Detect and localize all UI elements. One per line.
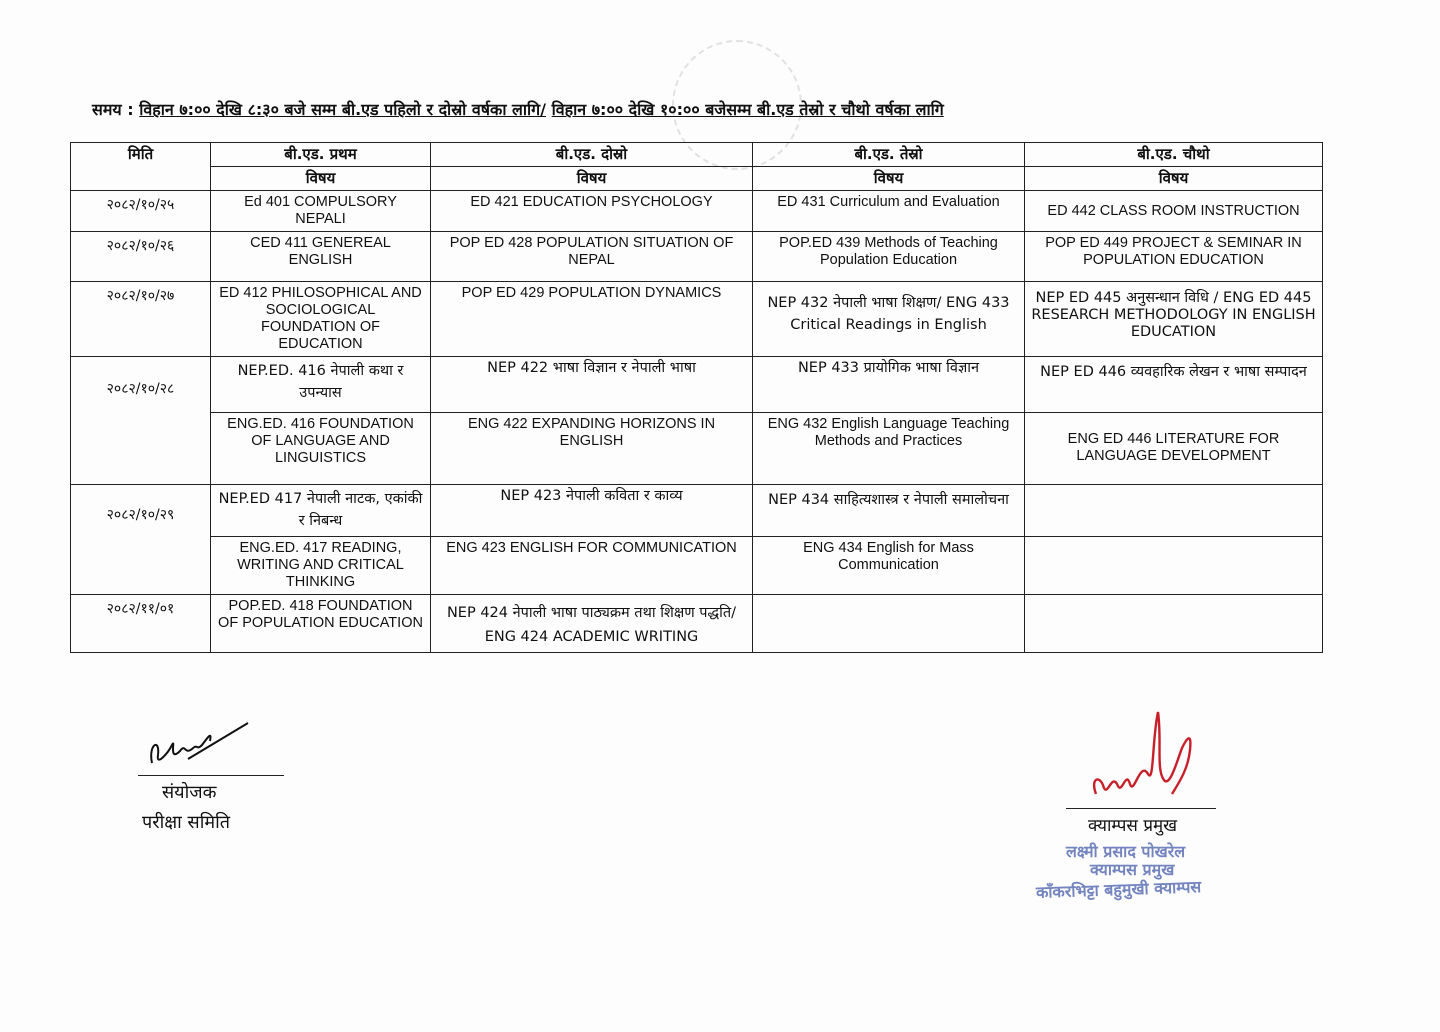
subject-cell: Ed 401 COMPULSORY NEPALI	[211, 191, 431, 232]
subject-header-row	[71, 167, 1323, 191]
stamp-title-text: क्याम्पस प्रमुख	[1090, 860, 1175, 879]
subject-cell: ENG ED 446 LITERATURE FOR LANGUAGE DEVELOPMENT	[1025, 413, 1323, 485]
exam-date: २०८२/१०/२९	[71, 485, 211, 595]
subject-cell: POP ED 449 PROJECT & SEMINAR IN POPULATION EDUCATION	[1025, 232, 1323, 282]
subject-cell: NEP 423 नेपाली कविता र काव्य	[431, 485, 753, 537]
date-column-header: मिति	[71, 143, 211, 191]
exam-date: २०८२/१०/२७	[71, 282, 211, 357]
subject-cell: NEP 424 नेपाली भाषा पाठ्यक्रम तथा शिक्षण पद्धति/ ENG 424 ACADEMIC WRITING	[431, 595, 753, 653]
subject-cell	[1025, 595, 1323, 653]
subject-cell: NEP ED 445 अनुसन्धान विधि / ENG ED 445 RESEARCH METHODOLOGY IN ENGLISH EDUCATION	[1025, 282, 1323, 357]
subject-cell: NEP 434 साहित्यशास्त्र र नेपाली समालोचना	[753, 485, 1025, 537]
campus-chief-signature-block	[1060, 700, 1260, 836]
subject-cell: ENG.ED. 417 READING, WRITING AND CRITICAL THINKING	[211, 537, 431, 595]
subject-cell: ENG.ED. 416 FOUNDATION OF LANGUAGE AND LINGUISTICS	[211, 413, 431, 485]
table-row	[71, 595, 1323, 653]
campus-chief-title: क्याम्पस प्रमुख	[1088, 816, 1178, 836]
subject-cell: ENG 423 ENGLISH FOR COMMUNICATION	[431, 537, 753, 595]
subject-cell: NEP.ED. 416 नेपाली कथा र उपन्यास	[211, 357, 431, 413]
subject-cell: NEP ED 446 व्यवहारिक लेखन र भाषा सम्पादन	[1025, 357, 1323, 413]
signature-line	[1066, 808, 1216, 809]
subject-cell: NEP.ED 417 नेपाली नाटक, एकांकी र निबन्ध	[211, 485, 431, 537]
exam-schedule-table	[70, 142, 1323, 653]
exam-date: २०८२/११/०१	[71, 595, 211, 653]
year-header-third: बी.एड. तेस्रो	[753, 143, 1025, 167]
table-row	[71, 191, 1323, 232]
subject-cell: ED 412 PHILOSOPHICAL AND SOCIOLOGICAL FOUNDATION OF EDUCATION	[211, 282, 431, 357]
campus-chief-signature-icon	[1060, 700, 1210, 804]
subject-cell: NEP 422 भाषा विज्ञान र नेपाली भाषा	[431, 357, 753, 413]
timing-third-fourth-year: विहान ७:०० देखि १०:०० बजेसम्म बी.एड तेस्रो र चौथो वर्षका लागि	[551, 100, 944, 119]
committee-name: परीक्षा समिति	[142, 812, 231, 833]
timing-first-second-year: विहान ७:०० देखि ८:३० बजे सम्म बी.एड पहिलो र दोस्रो वर्षका लागि/	[139, 100, 547, 119]
subject-cell: POP ED 428 POPULATION SITUATION OF NEPAL	[431, 232, 753, 282]
coordinator-signature-icon	[138, 715, 258, 773]
subject-cell: ED 431 Curriculum and Evaluation	[753, 191, 1025, 232]
table-row	[71, 413, 1323, 485]
coordinator-signature-block	[138, 715, 288, 834]
table-row	[71, 357, 1323, 413]
subject-cell: CED 411 GENEREAL ENGLISH	[211, 232, 431, 282]
subject-cell: ED 421 EDUCATION PSYCHOLOGY	[431, 191, 753, 232]
subject-cell: POP.ED. 418 FOUNDATION OF POPULATION EDUCATION	[211, 595, 431, 653]
exam-date: २०८२/१०/२८	[71, 357, 211, 485]
year-header-first: बी.एड. प्रथम	[211, 143, 431, 167]
signature-line	[138, 775, 284, 776]
subject-cell: ENG 432 English Language Teaching Methods and Practices	[753, 413, 1025, 485]
subject-header: विषय	[211, 167, 431, 191]
subject-cell: ENG 434 English for Mass Communication	[753, 537, 1025, 595]
subject-cell	[1025, 485, 1323, 537]
subject-cell	[753, 595, 1025, 653]
subject-cell: ED 442 CLASS ROOM INSTRUCTION	[1025, 191, 1323, 232]
subject-header: विषय	[1025, 167, 1323, 191]
table-row	[71, 537, 1323, 595]
subject-cell: POP ED 429 POPULATION DYNAMICS	[431, 282, 753, 357]
subject-header: विषय	[753, 167, 1025, 191]
exam-timing-line	[92, 98, 1192, 120]
stamp-campus-text: काँकरभिट्टा बहुमुखी क्याम्पस	[1035, 877, 1202, 902]
stamp-name-text: लक्ष्मी प्रसाद पोखरेल	[1066, 842, 1186, 861]
year-header-second: बी.एड. दोस्रो	[431, 143, 753, 167]
subject-header: विषय	[431, 167, 753, 191]
exam-date: २०८२/१०/२५	[71, 191, 211, 232]
coordinator-title: संयोजक	[162, 782, 217, 803]
subject-cell	[1025, 537, 1323, 595]
year-header-fourth: बी.एड. चौथो	[1025, 143, 1323, 167]
subject-cell: NEP 433 प्रायोगिक भाषा विज्ञान	[753, 357, 1025, 413]
table-row	[71, 282, 1323, 357]
year-header-row	[71, 143, 1323, 167]
exam-date: २०८२/१०/२६	[71, 232, 211, 282]
timing-prefix: समय :	[92, 100, 134, 119]
table-row	[71, 485, 1323, 537]
subject-cell: NEP 432 नेपाली भाषा शिक्षण/ ENG 433 Critical Readings in English	[753, 282, 1025, 357]
subject-cell: ENG 422 EXPANDING HORIZONS IN ENGLISH	[431, 413, 753, 485]
subject-cell: POP.ED 439 Methods of Teaching Population Education	[753, 232, 1025, 282]
table-row	[71, 232, 1323, 282]
